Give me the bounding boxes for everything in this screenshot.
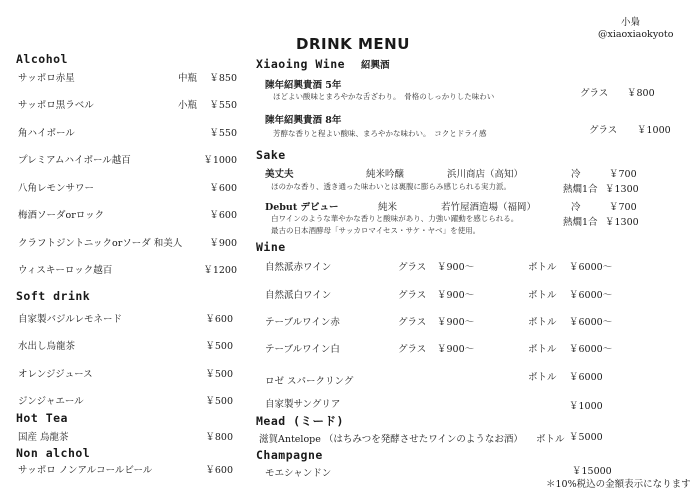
glass-price: ￥900〜 <box>437 290 475 301</box>
wine-heading: Wine <box>256 240 286 254</box>
mead-heading: Mead (ミード) <box>256 414 344 428</box>
menu-item-price: ￥5000 <box>569 432 603 443</box>
glass-label: グラス <box>398 262 427 273</box>
menu-item-name: サッポロ ノンアルコールビール <box>18 465 153 476</box>
bottle-price: ￥6000 <box>569 372 603 383</box>
alcohol-heading: Alcohol <box>16 52 68 66</box>
menu-item-unit: グラス <box>589 125 618 136</box>
menu-item-size: 中瓶 <box>178 73 198 84</box>
menu-item-price: ￥800 <box>205 432 233 443</box>
menu-item-description: ほどよい酸味とまろやかな舌ざわり。 骨格のしっかりした味わい <box>273 92 495 101</box>
menu-item-name: モエシャンドン <box>265 468 332 479</box>
tax-note: ＊10%税込の金額表示になります <box>546 479 691 490</box>
soft-drink-heading: Soft drink <box>16 289 91 303</box>
menu-item-size: 小瓶 <box>178 100 198 111</box>
bottle-label: ボトル <box>528 290 557 301</box>
menu-item-name: ウィスキーロック越百 <box>18 265 113 276</box>
sake-type: 純米 <box>378 202 398 213</box>
bottle-label: ボトル <box>528 317 557 328</box>
menu-item-price: ￥600 <box>209 183 237 194</box>
sake-brewery: 浜川商店（高知） <box>447 169 524 180</box>
menu-item-name: サッポロ黒ラベル <box>18 100 94 111</box>
bottle-label: ボトル <box>528 344 557 355</box>
menu-item-name: 水出し烏龍茶 <box>18 341 76 352</box>
menu-item-price: ￥1300 <box>605 184 639 195</box>
sake-brewery: 若竹屋酒造場（福岡） <box>441 202 537 213</box>
page-title: DRINK MENU <box>296 35 410 53</box>
menu-item-name: 国産 烏龍茶 <box>18 432 69 443</box>
menu-item-name: 陳年紹興貴酒 8年 <box>265 115 342 126</box>
menu-item-price: ￥1000 <box>637 125 671 136</box>
menu-item-name: Debut デビュー <box>265 202 339 213</box>
menu-item-price: ￥600 <box>205 314 233 325</box>
menu-item-name: プレミアムハイボール越百 <box>18 155 131 166</box>
menu-item-unit: 熱燗1合 <box>563 217 598 228</box>
menu-item-name: 自然派白ワイン <box>265 290 332 301</box>
glass-label: グラス <box>398 344 427 355</box>
bottle-price: ￥6000〜 <box>569 262 613 273</box>
menu-item-unit: 冷 <box>571 169 581 180</box>
menu-item-name: クラフトジントニックorソーダ 和美人 <box>18 238 183 249</box>
menu-item-price: ￥550 <box>209 128 237 139</box>
menu-item-description: 白ワインのような華やかな香りと酸味があり、力強い躍動を感じられる。 <box>271 214 519 223</box>
menu-item-name: 自家製サングリア <box>265 399 341 410</box>
menu-item-name: 角ハイボール <box>18 128 75 139</box>
glass-label: グラス <box>398 317 427 328</box>
menu-item-name: サッポロ赤星 <box>18 73 75 84</box>
menu-item-name: テーブルワイン赤 <box>265 317 340 328</box>
menu-item-price: ￥700 <box>609 202 637 213</box>
xiaoxing-wine-heading-jp: 紹興酒 <box>361 60 390 71</box>
menu-item-price: ￥700 <box>609 169 637 180</box>
menu-item-price: ￥500 <box>205 341 233 352</box>
menu-item-name: 八角レモンサワー <box>18 183 95 194</box>
menu-item-name: 自然派赤ワイン <box>265 262 332 273</box>
sake-heading: Sake <box>256 148 286 162</box>
glass-price: ￥900〜 <box>437 317 475 328</box>
bottle-price: ￥6000〜 <box>569 344 613 355</box>
glass-price: ￥900〜 <box>437 262 475 273</box>
menu-item-price: ￥500 <box>205 369 233 380</box>
menu-item-name: 自家製バジルレモネード <box>18 314 123 325</box>
menu-item-price: ￥1000 <box>203 155 237 166</box>
bottle-label: ボトル <box>528 262 557 273</box>
menu-item-unit: 冷 <box>571 202 581 213</box>
bottle-price: ￥6000〜 <box>569 317 613 328</box>
menu-item-price: ￥550 <box>209 100 237 111</box>
menu-item-price: ￥600 <box>205 465 233 476</box>
menu-item-price: ￥15000 <box>572 466 612 477</box>
menu-item-price: ￥500 <box>205 396 233 407</box>
menu-item-name: オレンジジュース <box>18 369 93 380</box>
menu-item-price: ￥900 <box>209 238 237 249</box>
menu-item-name: ロゼ スパークリング <box>265 376 354 387</box>
menu-item-description: ほのかな香り、透き通った味わいとは裏腹に膨らみ感じられる実力派。 <box>271 182 511 191</box>
menu-item-name: 梅酒ソーダorロック <box>18 210 105 221</box>
menu-item-name: 滋賀Antelope （はちみつを発酵させたワインのようなお酒） <box>259 434 523 445</box>
menu-item-name: 陳年紹興貴酒 5年 <box>265 80 342 91</box>
bottle-price: ￥6000〜 <box>569 290 613 301</box>
menu-item-name: 美丈夫 <box>265 169 294 180</box>
menu-item-unit: 熱燗1合 <box>563 184 598 195</box>
menu-item-price: ￥800 <box>627 88 655 99</box>
bottle-label: ボトル <box>528 372 557 383</box>
instagram-handle: @xiaoxiaokyoto <box>598 29 674 40</box>
bottle-price: ￥1000 <box>569 401 603 412</box>
menu-item-description: 芳醇な香りと程よい酸味、まろやかな味わい。 コクとドライ感 <box>273 129 487 138</box>
menu-item-unit: グラス <box>580 88 609 99</box>
xiaoxing-wine-heading: Xiaoing Wine <box>256 57 346 71</box>
menu-item-price: ￥850 <box>209 73 237 84</box>
glass-label: グラス <box>398 290 427 301</box>
glass-price: ￥900〜 <box>437 344 475 355</box>
non-alcohol-heading: Non alchol <box>16 446 91 460</box>
menu-item-name: ジンジャエール <box>18 396 84 407</box>
sake-type: 純米吟醸 <box>366 169 405 180</box>
menu-item-price: ￥1200 <box>203 265 237 276</box>
hot-tea-heading: Hot Tea <box>16 411 68 425</box>
champagne-heading: Champagne <box>256 448 323 462</box>
menu-item-price: ￥1300 <box>605 217 639 228</box>
menu-item-price: ￥600 <box>209 210 237 221</box>
bottle-label: ボトル <box>536 434 565 445</box>
menu-item-description: 最古の日本酒酵母「サッカロマイセス・サケ・ヤベ」を使用。 <box>271 226 481 235</box>
menu-item-name: テーブルワイン白 <box>265 344 340 355</box>
shop-name: 小梟 <box>621 17 641 28</box>
